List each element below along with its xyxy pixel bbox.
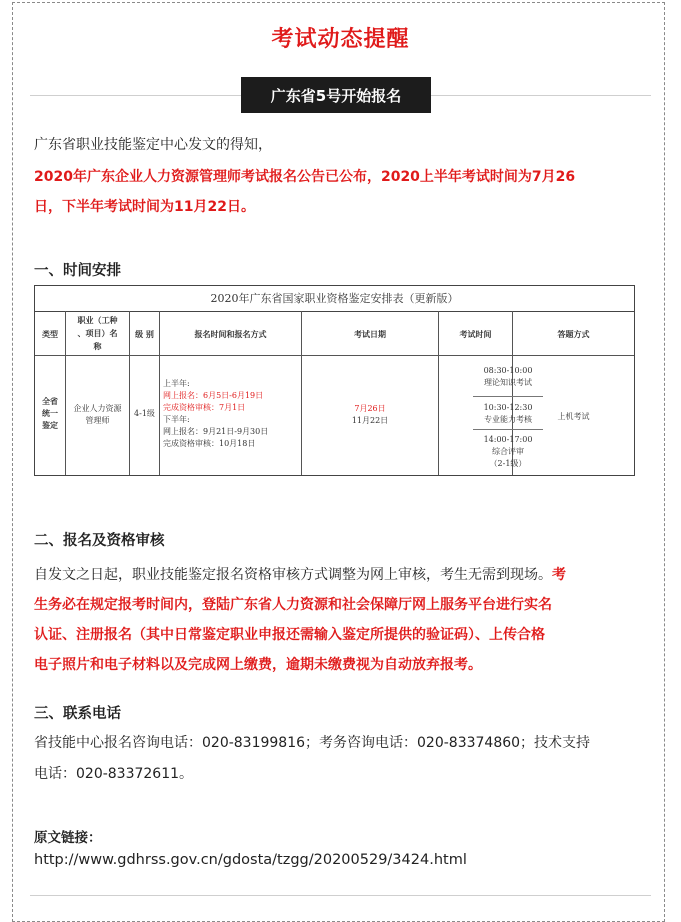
section2-line-3: 认证、注册报名（其中日常鉴定职业申报还需输入鉴定所提供的验证码）、上传合格	[34, 627, 545, 643]
section-banner: 广东省5号开始报名	[241, 77, 431, 113]
table-header-divider	[35, 355, 634, 356]
header-signup: 报名时间和报名方式	[194, 329, 267, 339]
highlight-line-2: 日，下半年考试时间为11月22日。	[34, 199, 255, 215]
contact-line-1: 省技能中心报名咨询电话：020-83199816；考务咨询电话：020-83374860；技术支持	[34, 735, 591, 751]
header-exam-time: 考试时间	[459, 329, 492, 339]
section3-heading: 三、联系电话	[34, 706, 121, 722]
highlight-line-1: 2020年广东企业人力资源管理师考试报名公告已公布，2020上半年考试时间为7月26	[34, 169, 576, 185]
slot-skill: 10:30-12:30 专业能力考核	[483, 403, 533, 424]
source-link[interactable]: http://www.gdhrss.gov.cn/gdosta/tzgg/20200529/3424.html	[34, 852, 467, 868]
cell-exam-date: 7月26日 11月22日	[351, 404, 389, 425]
section2-line-1: 自发文之日起，职业技能鉴定报名资格审核方式调整为网上审核，考生无需到现场。考	[34, 567, 566, 583]
cell-answer-mode: 上机考试	[557, 412, 590, 421]
header-type: 类型	[42, 329, 58, 339]
section2-line-2: 生务必在规定报考时间内，登陆广东省人力资源和社会保障厅网上服务平台进行实名	[34, 597, 552, 613]
page-title: 考试动态提醒	[271, 27, 410, 52]
header-occupation: 职业（工种 、项目）名 称	[77, 315, 118, 351]
header-exam-date: 考试日期	[354, 329, 386, 339]
header-level: 级 别	[135, 329, 154, 339]
table-caption: 2020年广东省国家职业资格鉴定安排表（更新版）	[35, 286, 634, 312]
section2-heading: 二、报名及资格审核	[34, 533, 165, 549]
cell-occupation: 企业人力资源 管理师	[73, 404, 122, 425]
bottom-divider	[30, 895, 651, 896]
cell-type: 全省 统一 鉴定	[42, 396, 58, 430]
cell-level: 4-1级	[134, 409, 155, 418]
section2-line-4: 电子照片和电子材料以及完成网上缴费，逾期未缴费视为自动放弃报考。	[34, 657, 482, 673]
header-answer-mode: 答题方式	[557, 329, 590, 339]
slot-review: 14:00-17:00 综合评审 （2-1级）	[483, 435, 533, 468]
source-label: 原文链接：	[34, 830, 102, 846]
contact-line-2: 电话：020-83372611。	[34, 766, 194, 782]
cell-signup: 上半年: 网上报名：6月5日-6月19日 完成资格审核：7月1日 下半年: 网上报名：9月21日-9月30日 完成资格审核：10月18日	[163, 379, 269, 448]
slot-theory: 08:30-10:00 理论知识考试	[483, 366, 533, 387]
section1-heading: 一、时间安排	[34, 263, 121, 279]
intro-text: 广东省职业技能鉴定中心发文的得知，	[34, 137, 272, 153]
slot-divider	[473, 396, 543, 397]
schedule-table	[34, 285, 635, 476]
slot-divider	[473, 429, 543, 430]
